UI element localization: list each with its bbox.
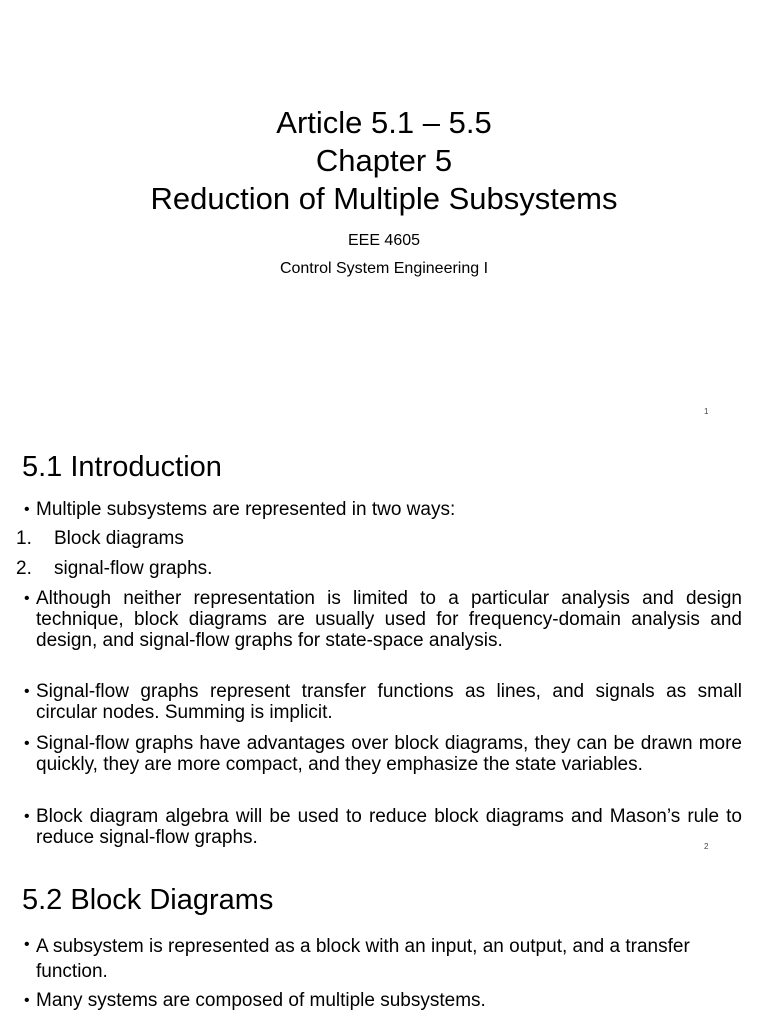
bullet-text: Many systems are composed of multiple subsystems. xyxy=(36,990,486,1011)
page-number: 2 xyxy=(704,842,709,851)
bullet-icon: • xyxy=(24,936,30,953)
bullet-item xyxy=(24,588,742,651)
bullet-text: Although neither representation is limited to a particular analysis and design technique, block diagrams are usually used for frequency-domain analysis and design, and signal-flow graphs for state-space analysis. xyxy=(36,588,742,651)
item-number: 2. xyxy=(16,558,32,579)
bullet-icon: • xyxy=(24,808,30,825)
course-name: Control System Engineering I xyxy=(279,260,489,277)
item-text: Block diagrams xyxy=(54,528,184,549)
item-number: 1. xyxy=(16,528,32,549)
title-chapter: Chapter 5 xyxy=(315,143,453,178)
bullet-icon: • xyxy=(24,590,30,607)
section-heading: 5.1 Introduction xyxy=(22,451,222,483)
bullet-icon: • xyxy=(24,735,30,752)
title-topic: Reduction of Multiple Subsystems xyxy=(150,181,618,216)
bullet-text: A subsystem is represented as a block with an input, an output, and a transfer function. xyxy=(36,936,690,982)
bullet-item xyxy=(24,733,742,775)
bullet-icon: • xyxy=(24,992,30,1009)
bullet-icon: • xyxy=(24,501,30,518)
bullet-item xyxy=(24,499,742,520)
bullet-item xyxy=(24,990,742,1011)
page-number: 1 xyxy=(704,407,709,416)
bullet-item xyxy=(24,806,742,848)
bullet-item xyxy=(24,681,742,723)
course-code: EEE 4605 xyxy=(347,232,421,249)
item-text: signal-flow graphs. xyxy=(54,558,213,579)
title-slide xyxy=(0,0,768,430)
bullet-item xyxy=(24,934,742,984)
bullet-text: Multiple subsystems are represented in two ways: xyxy=(36,499,456,520)
bullet-text: Signal-flow graphs have advantages over block diagrams, they can be drawn more quickly, they are more compact, and they emphasize the state variables. xyxy=(36,733,742,775)
bullet-icon: • xyxy=(24,683,30,700)
section-heading: 5.2 Block Diagrams xyxy=(22,884,274,916)
title-article: Article 5.1 – 5.5 xyxy=(276,105,492,140)
bullet-text: Signal-flow graphs represent transfer functions as lines, and signals as small circular nodes. Summing is implicit. xyxy=(36,681,742,723)
bullet-text: Block diagram algebra will be used to reduce block diagrams and Mason’s rule to reduce signal-flow graphs. xyxy=(36,806,742,848)
